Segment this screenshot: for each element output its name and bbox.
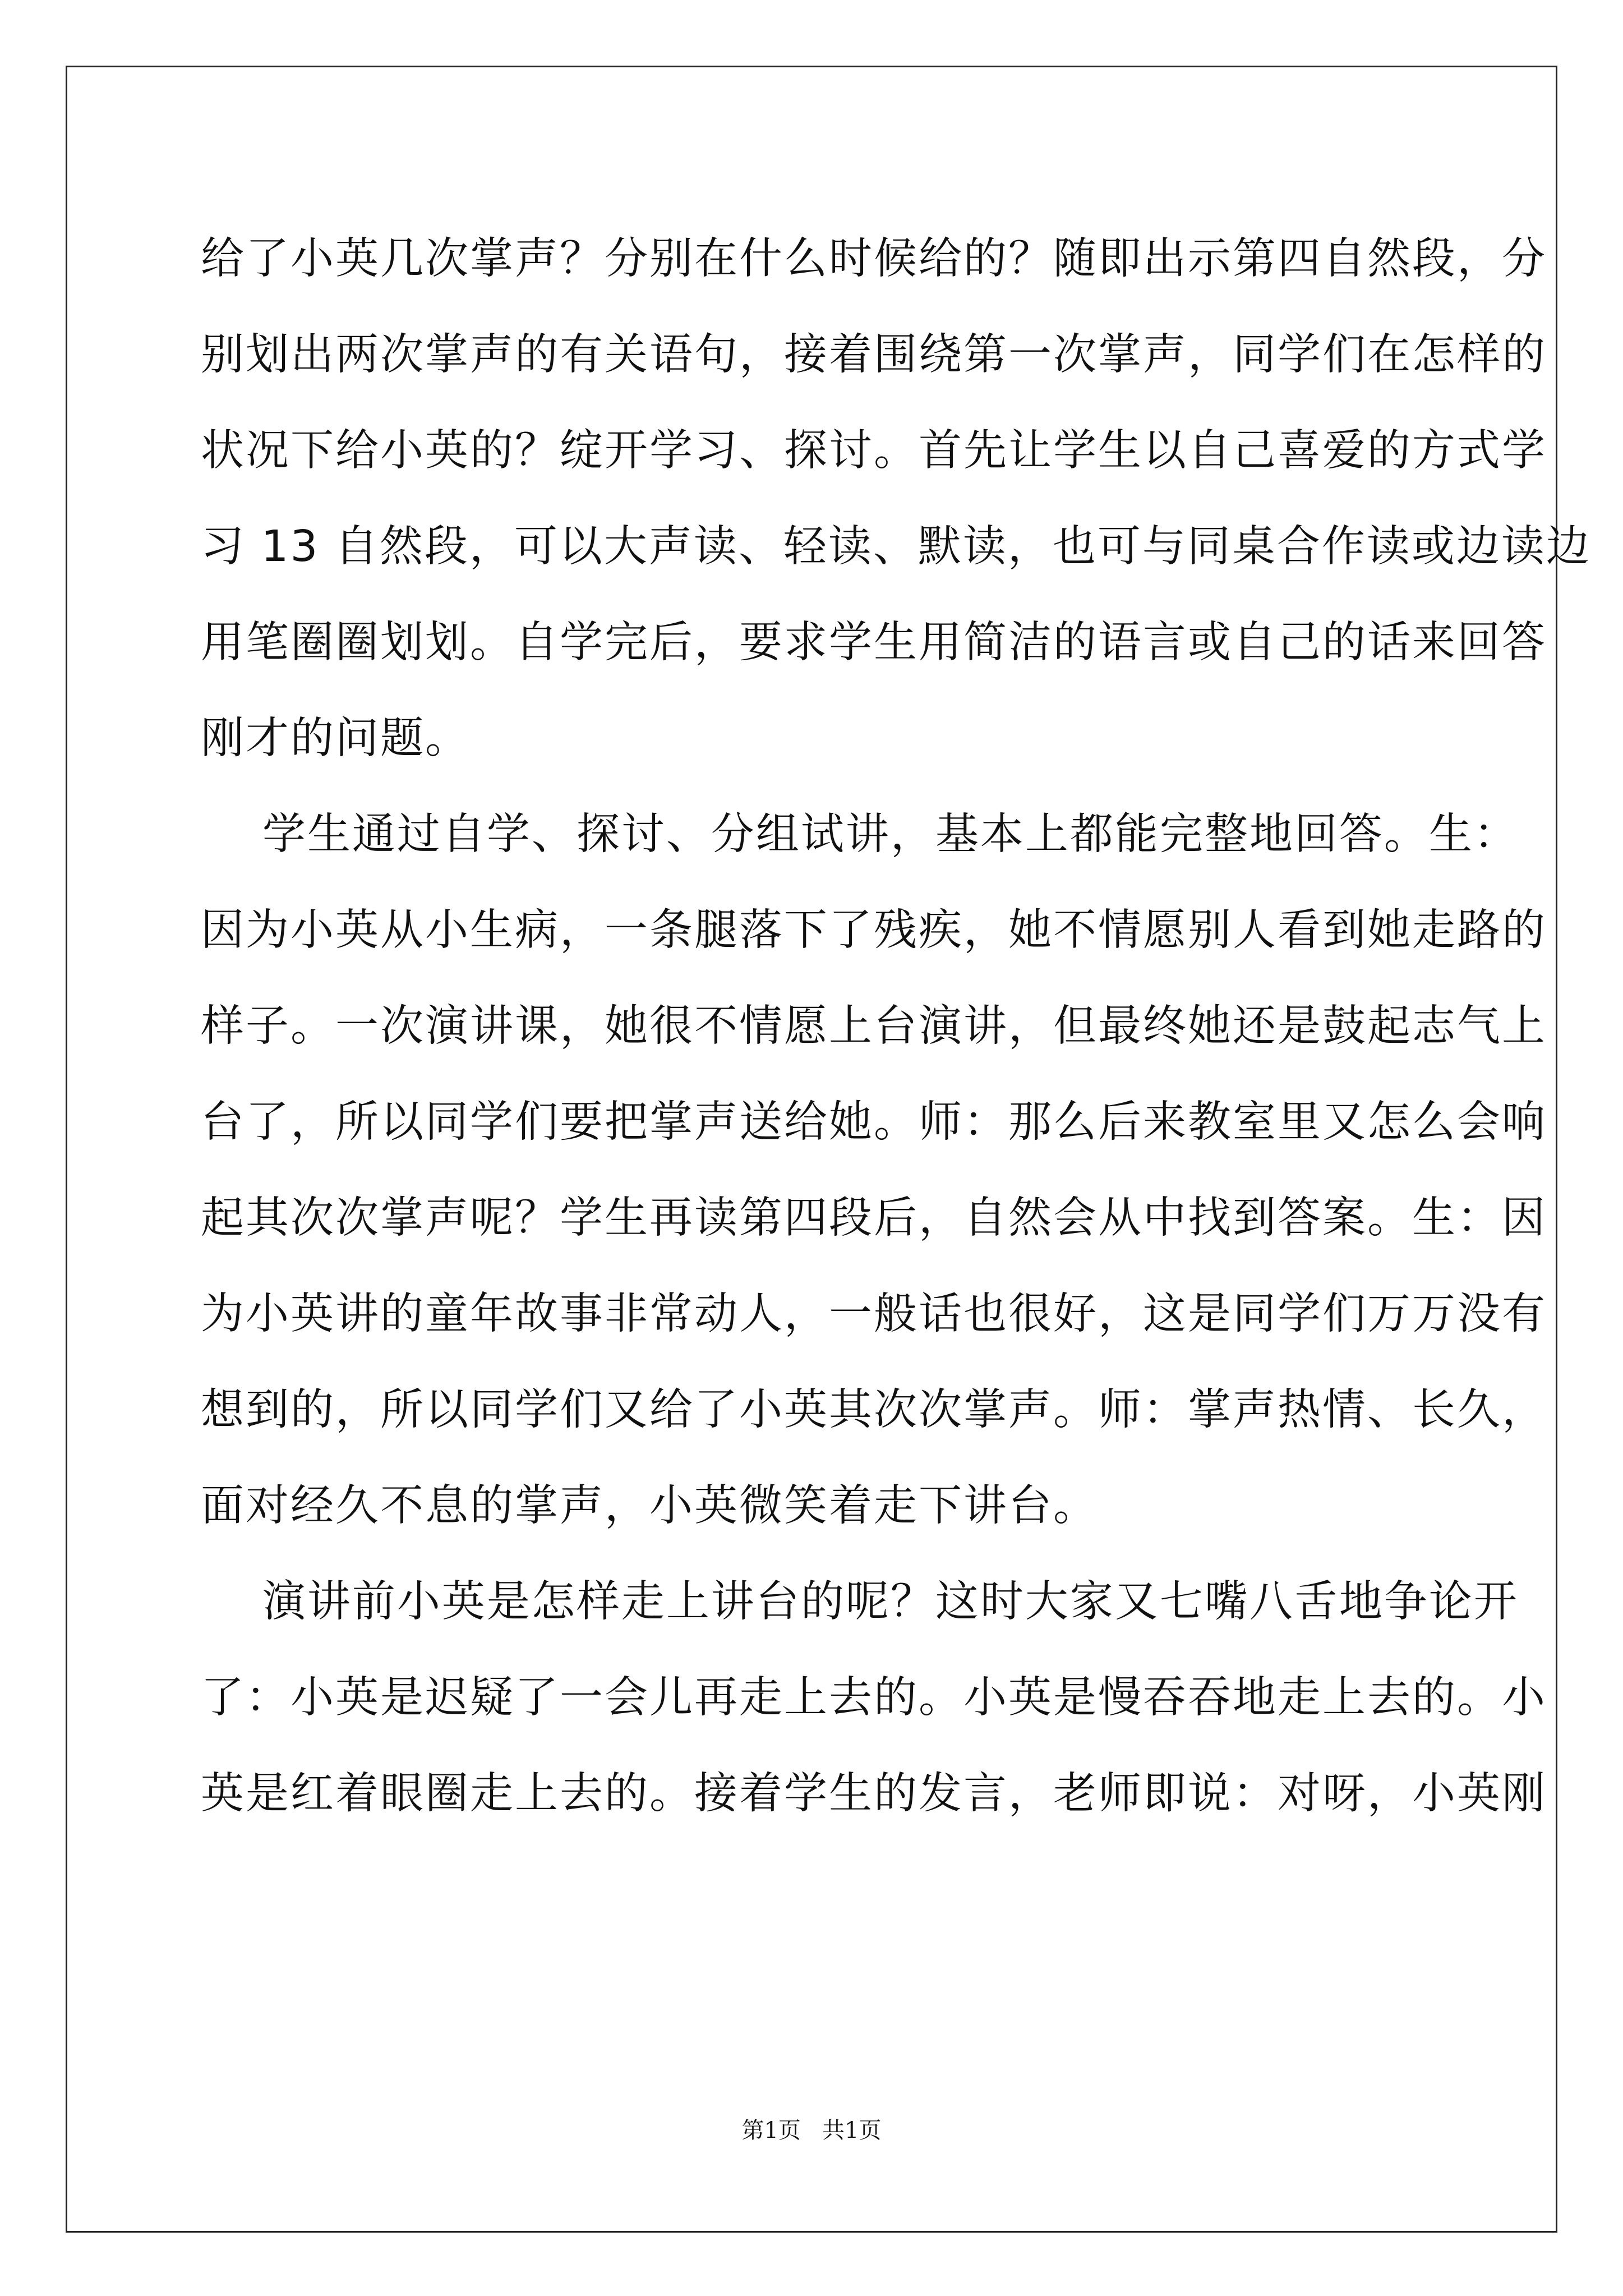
text-line: 给了小英几次掌声？分别在什么时候给的？随即出示第四自然段，分 xyxy=(201,234,1547,284)
text-line: 刚才的问题。 xyxy=(201,714,470,763)
text-line: 了：小英是迟疑了一会儿再走上去的。小英是慢吞吞地走上去的。小 xyxy=(201,1673,1547,1723)
text-line: 因为小英从小生病，一条腿落下了残疾，她不情愿别人看到她走路的 xyxy=(201,905,1547,955)
text-line: 英是红着眼圈走上去的。接着学生的发言，老师即说：对呀，小英刚 xyxy=(201,1769,1547,1819)
text-line: 别划出两次掌声的有关语句，接着围绕第一次掌声，同学们在怎样的 xyxy=(201,330,1547,380)
text-line: 面对经久不息的掌声，小英微笑着走下讲台。 xyxy=(201,1481,1098,1531)
text-line: 起其次次掌声呢？学生再读第四段后，自然会从中找到答案。生：因 xyxy=(201,1193,1547,1243)
text-line: 样子。一次演讲课，她很不情愿上台演讲，但最终她还是鼓起志气上 xyxy=(201,1001,1547,1051)
text-line: 演讲前小英是怎样走上讲台的呢？这时大家又七嘴八舌地争论开 xyxy=(201,1577,1519,1627)
text-line: 习 13 自然段，可以大声读、轻读、默读，也可与同桌合作读或边读边 xyxy=(201,522,1591,572)
text-line: 想到的，所以同学们又给了小英其次次掌声。师：掌声热情、长久， xyxy=(201,1385,1547,1435)
paragraph xyxy=(201,1554,1547,1842)
text-line: 为小英讲的童年故事非常动人，一般话也很好，这是同学们万万没有 xyxy=(201,1289,1547,1339)
document-body xyxy=(201,211,1591,1842)
page-footer: 第1页 共1页 xyxy=(741,2118,882,2143)
text-line: 状况下给小英的？绽开学习、探讨。首先让学生以自己喜爱的方式学 xyxy=(201,426,1547,476)
paragraph xyxy=(201,211,1591,786)
paragraph xyxy=(201,786,1547,1554)
text-line: 台了，所以同学们要把掌声送给她。师：那么后来教室里又怎么会响 xyxy=(201,1097,1547,1147)
text-line: 学生通过自学、探讨、分组试讲，基本上都能完整地回答。生： xyxy=(201,809,1519,859)
text-line: 用笔圈圈划划。自学完后，要求学生用简洁的语言或自己的话来回答 xyxy=(201,618,1547,668)
